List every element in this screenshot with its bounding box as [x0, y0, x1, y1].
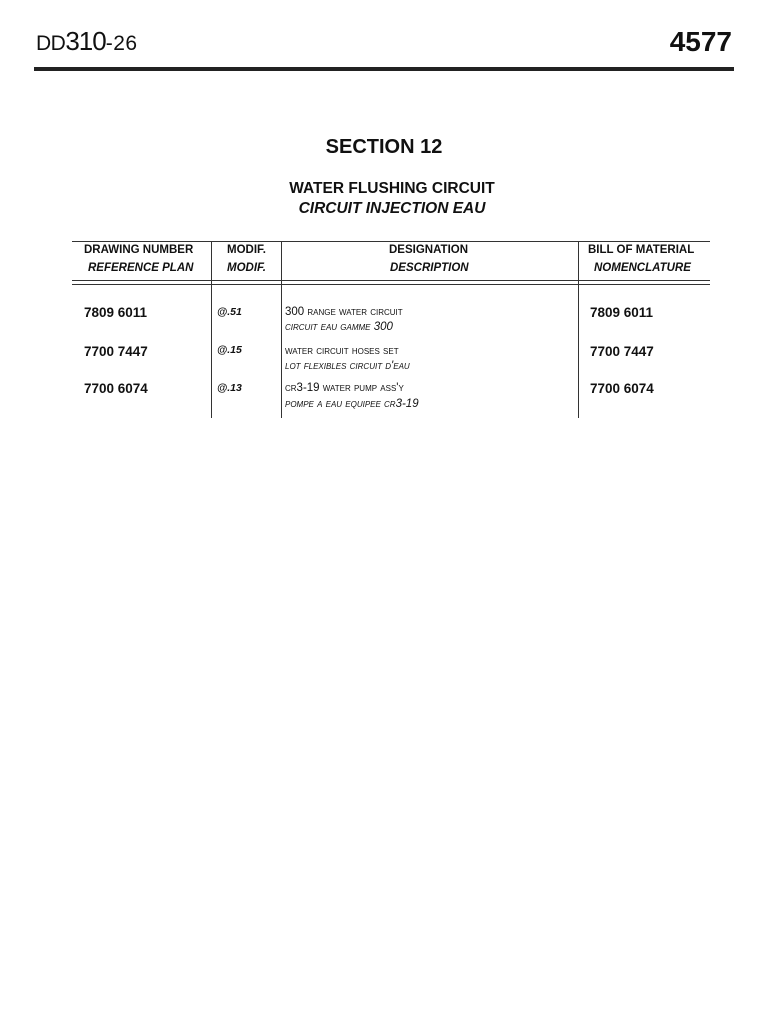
designation-english: cr3-19 water pump ass'y	[285, 382, 404, 394]
header-rule	[34, 67, 734, 71]
table-header-rule-upper	[72, 280, 710, 281]
header-nomenclature: NOMENCLATURE	[594, 262, 691, 274]
page-number: 4577	[669, 26, 732, 57]
document-code-suffix: -26	[105, 32, 138, 55]
modif-cell: @.13	[217, 382, 242, 394]
drawing-number-cell: 7700 6074	[84, 381, 148, 396]
bill-of-material-cell: 7700 6074	[590, 381, 654, 396]
header-bill-of-material: BILL OF MATERIAL	[588, 244, 695, 256]
designation-french: pompe a eau equipee cr3-19	[285, 398, 419, 410]
document-code-number: 310	[65, 26, 106, 56]
column-divider-drawing	[211, 241, 212, 418]
bill-of-material-cell: 7700 7447	[590, 344, 654, 359]
table-header-rule-lower	[72, 284, 710, 285]
header-modif-fr: MODIF.	[227, 262, 266, 274]
document-code-prefix: DD	[36, 32, 66, 55]
bill-of-material-cell: 7809 6011	[590, 305, 654, 320]
section-subtitle-english: WATER FLUSHING CIRCUIT	[289, 180, 495, 197]
header-designation: DESIGNATION	[389, 244, 469, 256]
section-title: SECTION 12	[325, 136, 443, 158]
drawing-number-cell: 7700 7447	[84, 344, 148, 359]
designation-french: circuit eau gamme 300	[285, 321, 393, 333]
header-drawing-number: DRAWING NUMBER	[84, 244, 194, 256]
header-reference-plan: REFERENCE PLAN	[88, 262, 194, 274]
column-divider-modif	[281, 241, 282, 418]
table-top-rule	[72, 241, 710, 242]
section-subtitle-french: CIRCUIT INJECTION EAU	[298, 200, 486, 217]
header-description: DESCRIPTION	[390, 262, 469, 274]
column-divider-designation	[578, 241, 579, 418]
modif-cell: @.51	[217, 306, 242, 318]
modif-cell: @.15	[217, 344, 242, 356]
designation-english: water circuit hoses set	[285, 345, 399, 357]
drawing-number-cell: 7809 6011	[84, 305, 148, 320]
designation-french: lot flexibles circuit d'eau	[285, 360, 410, 372]
header-modif: MODIF.	[227, 244, 266, 256]
document-code	[36, 28, 138, 54]
designation-english: 300 range water circuit	[285, 306, 403, 318]
